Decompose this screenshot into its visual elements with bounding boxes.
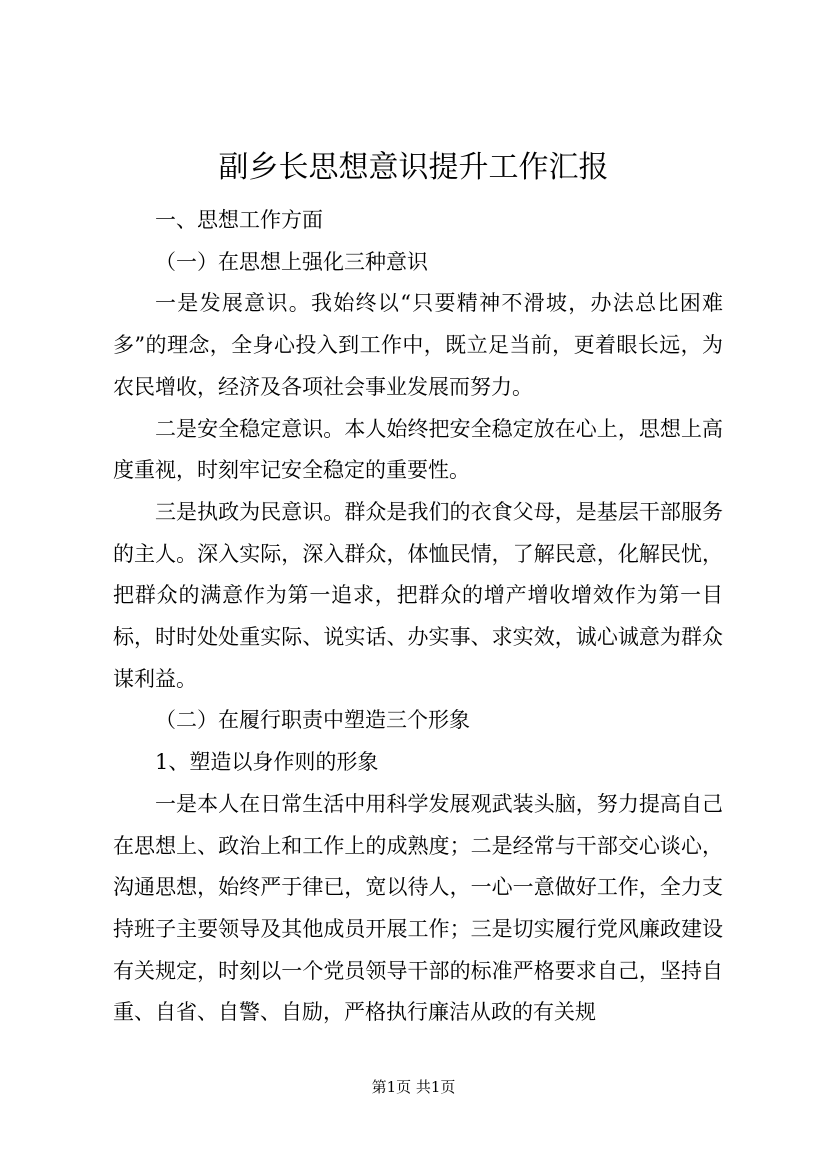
body-paragraph: 三是执政为民意识。群众是我们的衣食父母，是基层干部服务的主人。深入实际，深入群众，体恤民情，了解民意，化解民忧，把群众的满意作为第一追求，把群众的增产增收增效作为第一目标，时时处处重实际、说实话、办实事、求实效，诚心诚意为群众谋利益。 — [113, 499, 723, 691]
section-heading: 一、思想工作方面 — [155, 208, 323, 232]
body-paragraph: 一是发展意识。我始终以“只要精神不滑坡，办法总比困难多”的理念，全身心投入到工作中，既立足当前，更着眼长远，为农民增收，经济及各项社会事业发展而努力。 — [113, 291, 723, 399]
document-title: 副乡长思想意识提升工作汇报 — [218, 150, 609, 185]
item-heading: 1、塑造以身作则的形象 — [155, 750, 379, 775]
subsection-heading: （二）在履行职责中塑造三个形象 — [155, 708, 470, 733]
body-paragraph: 一是本人在日常生活中用科学发展观武装头脑，努力提高自己在思想上、政治上和工作上的成熟度；二是经常与干部交心谈心，沟通思想，始终严于律已，宽以待人，一心一意做好工作，全力支持班子主要领导及其他成员开展工作；三是切实履行党风廉政建设有关规定，时刻以一个党员领导干部的标准严格要求自己，坚持自重、自省、自警、自励，严格执行廉洁从政的有关规 — [113, 791, 723, 1025]
page-footer: 第1页 共1页 — [371, 1078, 456, 1096]
document-body — [113, 200, 723, 1034]
subsection-heading: （一）在思想上强化三种意识 — [155, 249, 428, 274]
body-paragraph: 二是安全稳定意识。本人始终把安全稳定放在心上，思想上高度重视，时刻牢记安全稳定的重要性。 — [113, 416, 723, 483]
